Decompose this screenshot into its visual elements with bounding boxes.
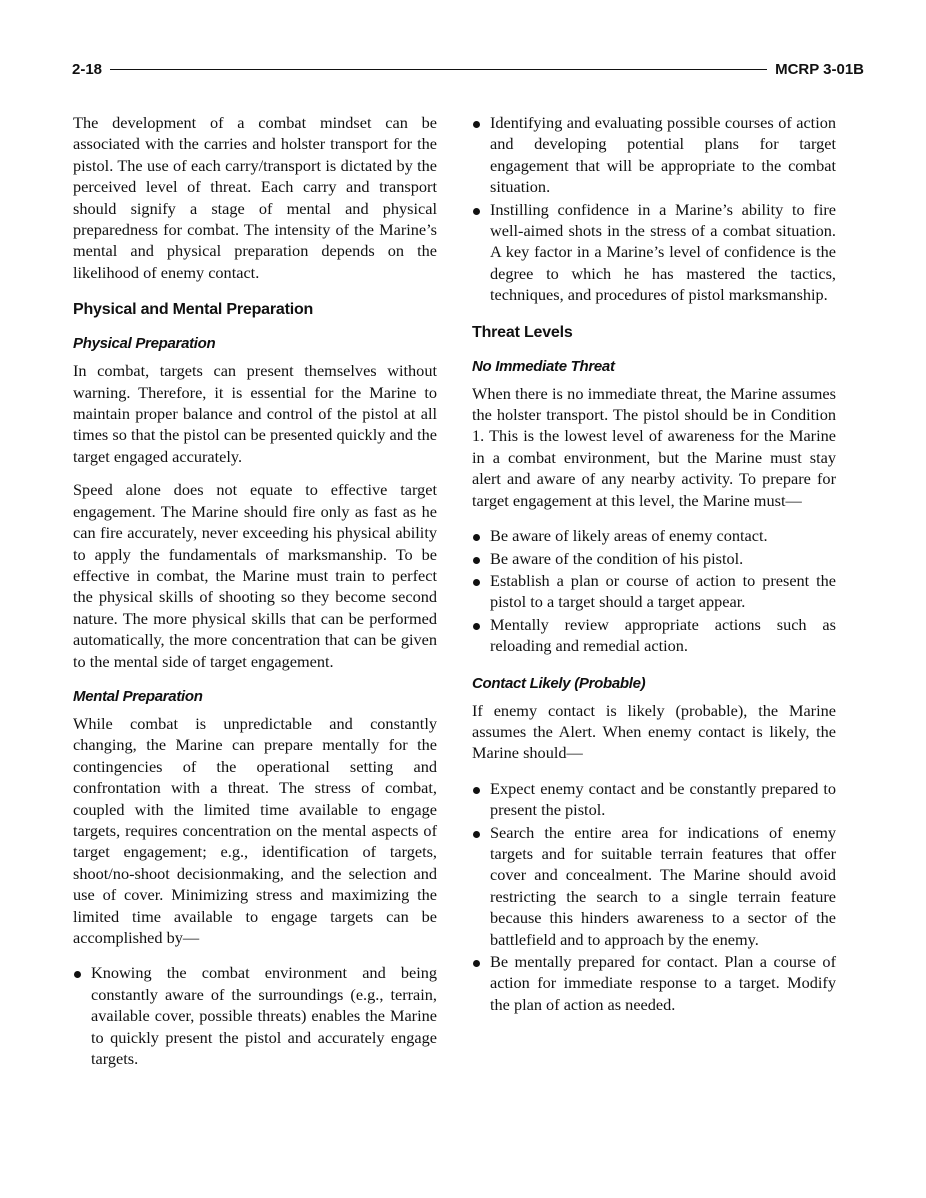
left-column <box>73 112 437 1081</box>
page-number: 2-18 <box>72 60 103 78</box>
list-item <box>472 822 836 950</box>
header-rule <box>110 69 767 70</box>
bullet-icon <box>473 208 480 215</box>
list-item <box>472 112 836 198</box>
bullet-icon <box>473 534 480 541</box>
list-item-text: Knowing the combat environment and being constantly aware of the surroundings (e.g., terrain, available cover, possible threats) enables the Marine to quickly present the pistol and accurately engage targets. <box>91 963 437 1069</box>
bullet-icon <box>74 971 81 978</box>
list-item <box>73 962 437 1069</box>
list-item-text: Instilling confidence in a Marine’s ability to fire well-aimed shots in the stress of a combat situation. A key factor in a Marine’s level of confidence is the degree to which he has mastered the tactics, techniques, and procedures of pistol marksmanship. <box>490 199 836 305</box>
mental-bullet-list <box>73 962 437 1069</box>
bullet-icon <box>473 557 480 564</box>
section-heading-threat-levels: Threat Levels <box>472 323 573 341</box>
list-item <box>472 570 836 613</box>
no-threat-bullet-list <box>472 525 836 656</box>
physical-paragraph-2: Speed alone does not equate to effective target engagement. The Marine should fire only as fast as he can fire accurately, never exceeding his physical ability to apply the fundamentals of marksmanship. To be effective in combat, the Marine must train to perfect the physical skills of shooting so they become second nature. The more physical skills that can be performed automatically, the more concentration that can be given to the mental side of target engagement. <box>73 480 437 671</box>
document-id: MCRP 3-01B <box>775 60 864 78</box>
bullet-icon <box>473 579 480 586</box>
list-item <box>472 778 836 821</box>
subheading-no-immediate-threat: No Immediate Threat <box>472 357 615 375</box>
list-item <box>472 525 836 546</box>
bullet-icon <box>473 787 480 794</box>
mental-paragraph: While combat is unpredictable and constantly changing, the Marine can prepare mentally for the contingencies of the operational setting and confrontation with a threat. The stress of combat, coupled with the limited time available to engage targets, requires concentration on the mental aspects of target engagement; e.g., identification of targets, shoot/no-shoot decisionmaking, and the selection and use of cover. Minimizing stress and maximizing the limited time available to engage targets can be accomplished by— <box>73 713 437 947</box>
list-item-text: Identifying and evaluating possible courses of action and developing potential plans for target engagement that will be appropriate to the combat situation. <box>490 113 836 197</box>
list-item <box>472 548 836 569</box>
contact-paragraph: If enemy contact is likely (probable), the Marine assumes the Alert. When enemy contact is likely, the Marine should— <box>472 700 836 763</box>
bullet-icon <box>473 121 480 128</box>
list-item-text: Search the entire area for indications of enemy targets and for suitable terrain features that offer cover and concealment. The Marine should avoid restricting the search to a single terrain feature because this hinders awareness to a sector of the battlefield and to approach by the enemy. <box>490 822 836 949</box>
right-column <box>472 112 836 1027</box>
bullet-icon <box>473 623 480 630</box>
bullet-icon <box>473 960 480 967</box>
list-item <box>472 199 836 306</box>
physical-paragraph-1: In combat, targets can present themselves without warning. Therefore, it is essential for the Marine to maintain proper balance and control of the pistol at all times so that the pistol can be presented quickly and the target engaged accurately. <box>73 361 437 466</box>
list-item-text: Establish a plan or course of action to present the pistol to a target should a target appear. <box>490 570 836 612</box>
list-item-text: Be mentally prepared for contact. Plan a course of action for immediate response to a target. Modify the plan of action as needed. <box>490 952 836 1014</box>
list-item-text: Be aware of likely areas of enemy contact. <box>490 526 768 546</box>
list-item-text: Mentally review appropriate actions such as reloading and remedial action. <box>490 614 836 656</box>
subheading-mental-preparation: Mental Preparation <box>73 687 203 705</box>
section-heading-physical-mental: Physical and Mental Preparation <box>73 301 314 319</box>
list-item-text: Expect enemy contact and be constantly prepared to present the pistol. <box>490 778 836 820</box>
contact-bullet-list <box>472 778 836 1015</box>
intro-paragraph: The development of a combat mindset can be associated with the carries and holster transport for the pistol. The use of each carry/transport is dictated by the perceived level of threat. Each carry and transport should signify a stage of mental and physical preparedness for combat. The intensity of the Marine’s mental and physical preparation depends on the likelihood of enemy contact. <box>73 113 437 282</box>
list-item <box>472 614 836 657</box>
subheading-physical-preparation: Physical Preparation <box>73 335 216 353</box>
no-threat-paragraph: When there is no immediate threat, the Marine assumes the holster transport. The pistol should be in Condition 1. This is the lowest level of awareness for the Marine in a combat environment, but the Marine must stay alert and aware of any nearby activity. To prepare for target engagement at this level, the Marine must— <box>472 383 836 510</box>
list-item-text: Be aware of the condition of his pistol. <box>490 548 744 568</box>
bullet-icon <box>473 831 480 838</box>
page-header <box>72 58 864 80</box>
list-item <box>472 951 836 1015</box>
subheading-contact-likely: Contact Likely (Probable) <box>472 674 646 692</box>
mental-bullet-list-continued <box>472 112 836 306</box>
